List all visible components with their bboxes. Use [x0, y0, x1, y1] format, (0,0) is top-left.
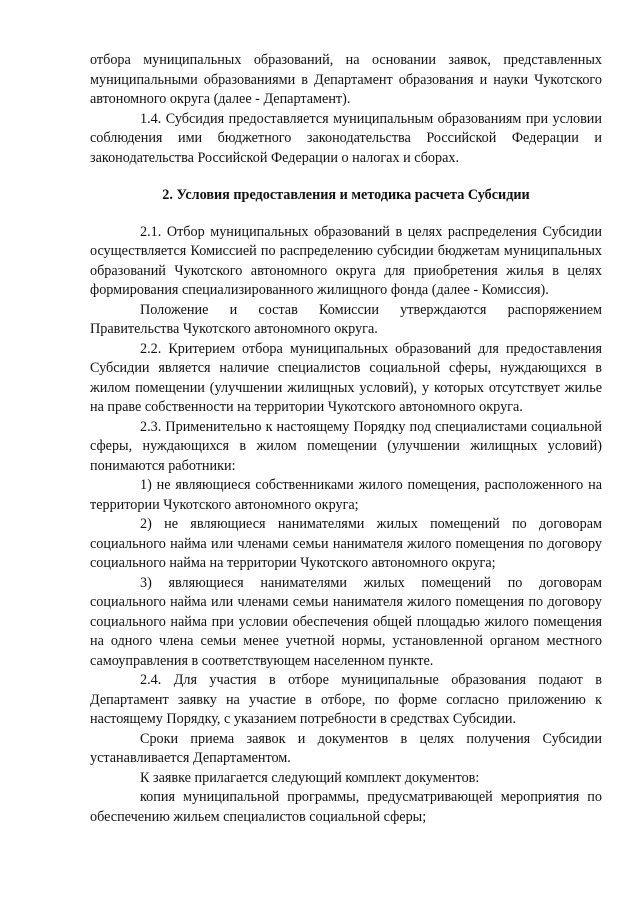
section-heading: 2. Условия предоставления и методика расчета Субсидии — [162, 187, 530, 203]
document-page — [90, 51, 602, 827]
paragraph-1-4: 1.4. Субсидия предоставляется муниципальным образованиям при условии соблюдения ими бюджетного законодательства Российской Федерации и законодательства Российской Федерации о налогах и сборах. — [90, 110, 602, 166]
paragraph-continuation: отбора муниципальных образований, на основании заявок, представленных муниципальными образованиями в Департамент образования и науки Чукотского автономного округа (далее - Департамент). — [90, 52, 602, 107]
paragraph-documents-intro: К заявке прилагается следующий комплект документов: — [140, 769, 480, 786]
paragraph-2-4: 2.4. Для участия в отборе муниципальные образования подают в Департамент заявку на участие в отборе, по форме согласно приложению к настоящему Порядку, с указанием потребности в средствах Субсидии. — [90, 672, 602, 727]
paragraph-2-3: 2.3. Применительно к настоящему Порядку под специалистами социальной сферы, нуждающихся в жилом помещении (улучшении жилищных условий) понимаются работники: — [90, 418, 602, 474]
paragraph-2-2: 2.2. Критерием отбора муниципальных образований для предоставления Субсидии является наличие специалистов социальной сферы, нуждающихся в жилом помещении (улучшении жилищных условий), у которых отсутствует жилье на праве собственности на территории Чукотского автономного округа. — [90, 340, 602, 415]
paragraph-commission: Положение и состав Комиссии утверждаются распоряжением Правительства Чукотского автономного округа. — [90, 301, 602, 337]
paragraph-2-1: 2.1. Отбор муниципальных образований в целях распределения Субсидии осуществляется Комиссией по распределению субсидии бюджетам муниципальных образований Чукотского автономного округа для приобретения жилья в целях формирования специализированного жилищного фонда (далее - Комиссия). — [90, 223, 602, 298]
list-item-1: 1) не являющиеся собственниками жилого помещения, расположенного на территории Чукотского автономного округа; — [90, 477, 602, 513]
paragraph-deadlines: Сроки приема заявок и документов в целях получения Субсидии устанавливается Департаментом. — [90, 730, 602, 766]
list-item-3: 3) являющиеся нанимателями жилых помещений по договорам социального найма или членами семьи нанимателя жилого помещения по договору социального найма при условии обеспечения общей площадью жилого помещения на одного члена семьи менее учетной нормы, установленной органом местного самоуправления в соответствующем населенном пункте. — [90, 574, 602, 669]
paragraph-program-copy: копия муниципальной программы, предусматривающей мероприятия по обеспечению жильем специалистов социальной сферы; — [90, 789, 602, 825]
list-item-2: 2) не являющиеся нанимателями жилых помещений по договорам социального найма или членами семьи нанимателя жилого помещения по договору социального найма на территории Чукотского автономного округа; — [90, 516, 602, 571]
